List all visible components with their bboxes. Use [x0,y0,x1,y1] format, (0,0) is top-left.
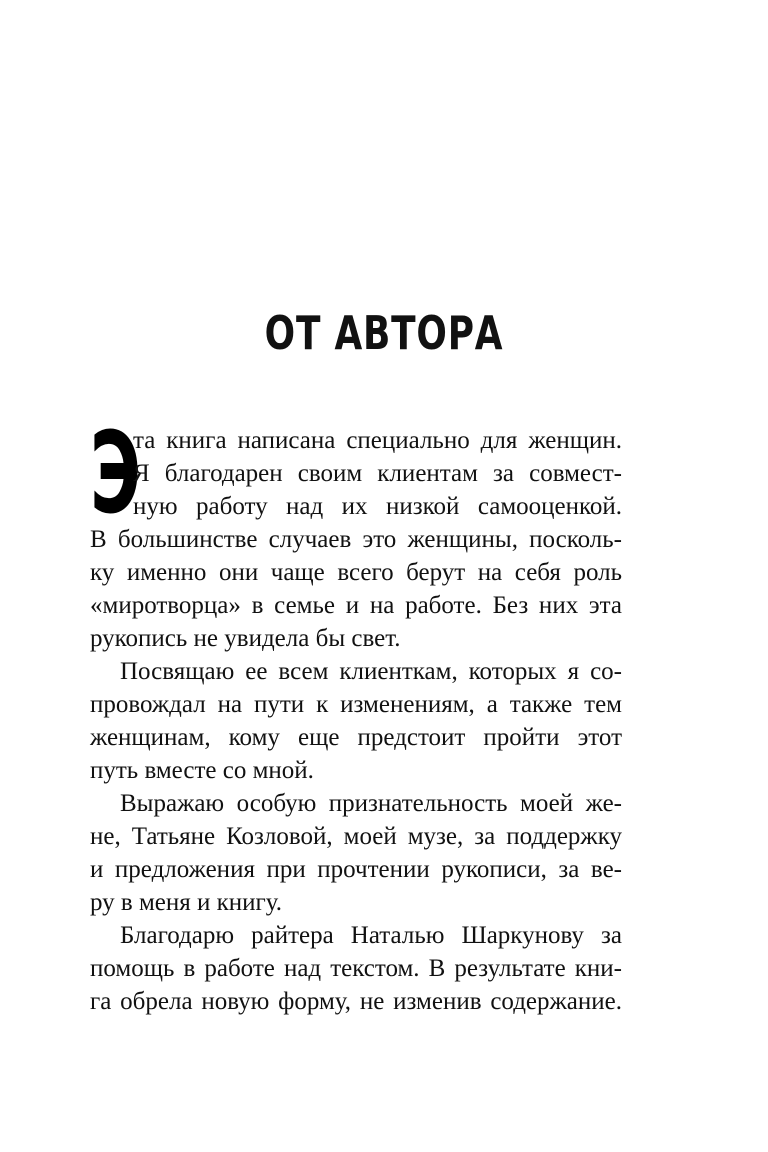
chapter-title: ОТ АВТОРА [264,306,504,360]
text-line: Выражаю особую признательность моей же- [120,790,622,817]
paragraph-4 [90,919,622,1018]
text-line: Благодарю райтера Наталью Шаркунову за [120,922,622,949]
text-line: ную работу над их низкой самооценкой. [133,493,622,520]
paragraph-1 [90,409,622,655]
paragraph-2 [90,655,622,787]
text-line: В большинстве случаев это женщины, посколь- [90,526,622,553]
text-line: помощь в работе над текстом. В результате кни- [90,955,622,982]
text-line: га обрела новую форму, не изменив содержание. [90,988,622,1015]
text-line: и предложения при прочтении рукописи, за ве- [90,856,622,883]
text-line: ру в меня и книгу. [90,889,283,916]
body-text [90,409,622,1018]
text-line: рукопись не увидела бы свет. [90,625,401,652]
paragraph-3 [90,787,622,919]
text-line: Я благодарен своим клиентам за совмест- [133,460,622,487]
text-line: не, Татьяне Козловой, моей музе, за поддержку [90,823,622,850]
drop-cap-letter: Э [90,409,141,539]
text-line: Посвящаю ее всем клиенткам, которых я со- [120,658,622,685]
text-line: «миротворца» в семье и на работе. Без них эта [90,592,622,619]
text-line: провождал на пути к изменениям, а также тем [90,691,622,718]
text-line: та книга написана специально для женщин. [133,427,622,454]
text-line: ку именно они чаще всего берут на себя роль [90,559,622,586]
text-line: женщинам, кому еще предстоит пройти этот [90,724,622,751]
text-line: путь вместе со мной. [90,757,314,784]
